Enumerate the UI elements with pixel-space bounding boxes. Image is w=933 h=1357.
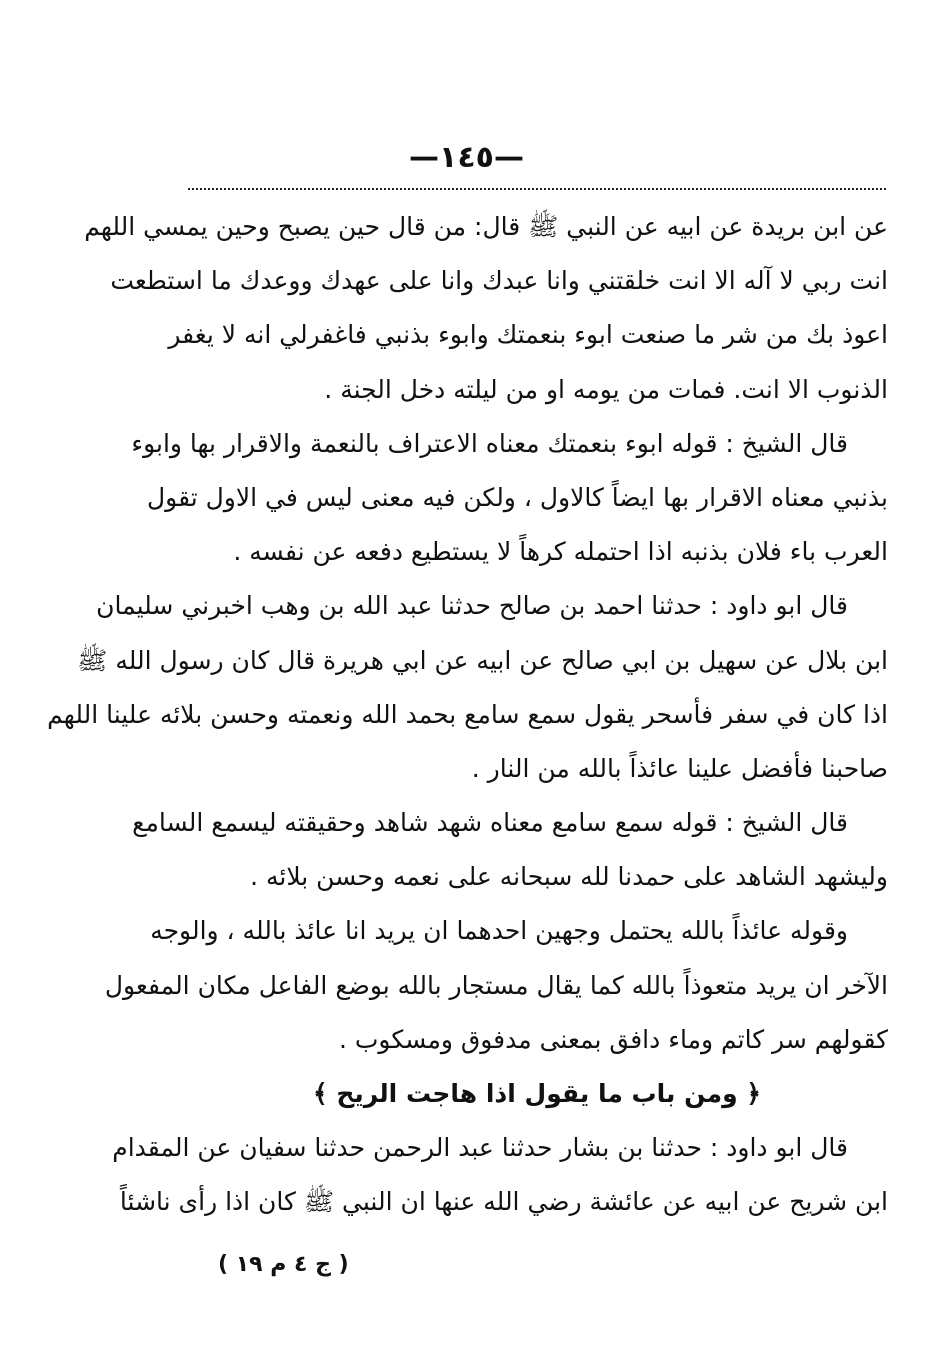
page-number: —١٤٥— [409, 140, 524, 175]
text-line: اذا كان في سفر فأسحر يقول سمع سامع بحمد الله ونعمته وحسن بلائه علينا اللهم [47, 699, 888, 729]
text-line: بذنبي معناه الاقرار بها ايضاً كالاول ، ولكن فيه معنى ليس في الاول تقول [147, 482, 888, 512]
text-line: صاحبنا فأفضل علينا عائذاً بالله من النار . [471, 753, 888, 783]
text-line: قال الشيخ : قوله سمع سامع معناه شهد شاهد وحقيقته ليسمع السامع [132, 808, 848, 838]
text-line: قال ابو داود : حدثنا بن بشار حدثنا عبد الرحمن حدثنا سفيان عن المقدام [112, 1133, 848, 1163]
text-line: ابن شريح عن ابيه عن عائشة رضي الله عنها ان النبي ﷺ كان اذا رأى ناشئاً [119, 1187, 888, 1217]
text-line: وليشهد الشاهد على حمدنا لله سبحانه على نعمه وحسن بلائه . [250, 862, 888, 892]
text-line: قال الشيخ : قوله ابوء بنعمتك معناه الاعتراف بالنعمة والاقرار بها وابوء [131, 428, 848, 458]
text-line: كقولهم سر كاتم وماء دافق بمعنى مدفوق ومسكوب . [339, 1024, 888, 1054]
text-line: العرب باء فلان بذنبه اذا احتمله كرهاً لا يستطيع دفعه عن نفسه . [233, 537, 888, 567]
text-line: الذنوب الا انت. فمات من يومه او من ليلته دخل الجنة . [324, 374, 888, 404]
text-line: الآخر ان يريد متعوذاً بالله كما يقال مستجار بالله بوضع الفاعل مكان المفعول [104, 970, 888, 1000]
signature-mark: ( ج ٤ م ١٩ ) [218, 1252, 349, 1277]
body-text [47, 200, 888, 1230]
text-line: انت ربي لا آله الا انت خلقتني وانا عبدك وانا على عهدك ووعدك ما استطعت [110, 266, 888, 296]
header-dotted-rule [188, 188, 886, 190]
text-line: عن ابن بريدة عن ابيه عن النبي ﷺ قال: من قال حين يصبح وحين يمسي اللهم [84, 212, 888, 241]
text-line: ابن بلال عن سهيل بن ابي صالح عن ابيه عن ابي هريرة قال كان رسول الله ﷺ [77, 645, 888, 675]
section-heading: ﴿ ومن باب ما يقول اذا هاجت الريح ﴾ [312, 1079, 762, 1108]
text-line: وقوله عائذاً بالله يحتمل وجهين احدهما ان يريد انا عائذ بالله ، والوجه [150, 916, 848, 946]
text-line: اعوذ بك من شر ما صنعت ابوء بنعمتك وابوء بذنبي فاغفرلي انه لا يغفر [168, 320, 888, 350]
text-line: قال ابو داود : حدثنا احمد بن صالح حدثنا عبد الله بن وهب اخبرني سليمان [96, 591, 848, 621]
